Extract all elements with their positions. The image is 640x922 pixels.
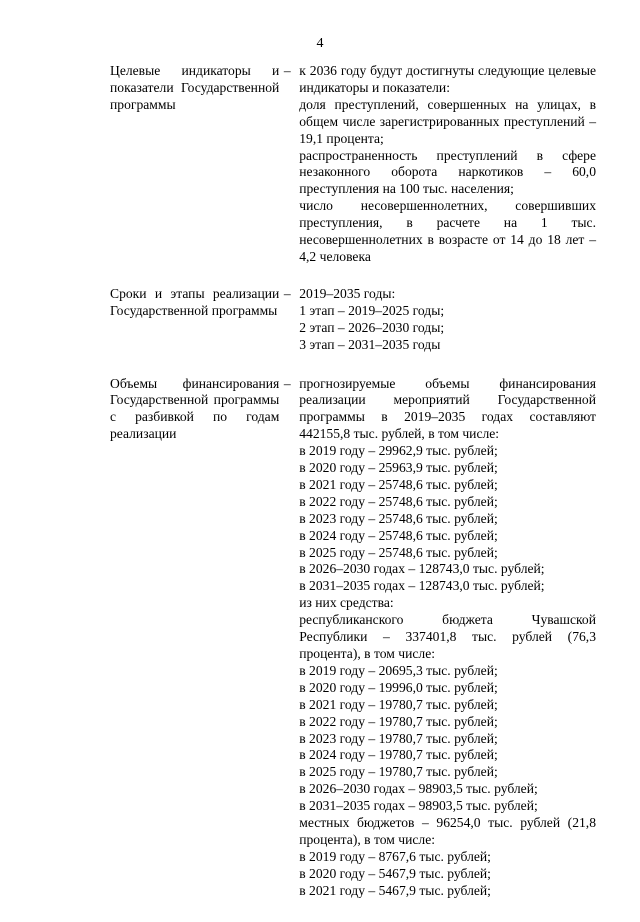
paragraph: в 2019 году – 8767,6 тыс. рублей;: [299, 848, 491, 864]
paragraph: в 2031–2035 годах – 128743,0 тыс. рублей;: [299, 578, 545, 594]
paragraph: к 2036 году будут достигнуты следующие целевые индикаторы и показатели:: [299, 63, 596, 95]
paragraph: число несовершеннолетних, совершивших преступления, в расчете на 1 тыс. несовершеннолетних в возрасте от 14 до 18 лет – 4,2 человека: [299, 198, 596, 264]
row-dash: –: [283, 375, 291, 391]
row-value: [299, 376, 596, 900]
paragraph: в 2021 году – 25748,6 тыс. рублей;: [299, 476, 498, 492]
paragraph: в 2019 году – 20695,3 тыс. рублей;: [299, 662, 498, 678]
paragraph: прогнозируемые объемы финансирования реализации мероприятий Государственной программы в 2019–2035 годах составляют 442155,8 тыс. рублей, в том числе:: [299, 375, 596, 442]
paragraph: 2019–2035 годы:: [299, 285, 396, 301]
paragraph: в 2023 году – 19780,7 тыс. рублей;: [299, 730, 498, 746]
row-label: Сроки и этапы реализации Государственной программы: [110, 285, 280, 318]
row-label: Целевые индикаторы и показатели Государственной программы: [110, 63, 280, 112]
program-passport: [110, 63, 596, 922]
row-value: [299, 286, 596, 354]
passport-row-indicators: [110, 63, 596, 266]
paragraph: в 2019 году – 29962,9 тыс. рублей;: [299, 443, 498, 459]
row-label: Объемы финансирования Государственной программы с разбивкой по годам реализации: [110, 375, 280, 442]
paragraph: в 2025 году – 19780,7 тыс. рублей;: [299, 764, 498, 780]
paragraph: в 2023 году – 25748,6 тыс. рублей;: [299, 510, 498, 526]
paragraph: в 2021 году – 19780,7 тыс. рублей;: [299, 696, 498, 712]
page-number: 4: [316, 36, 324, 51]
paragraph: в 2031–2035 годах – 98903,5 тыс. рублей;: [299, 798, 538, 814]
paragraph: 2 этап – 2026–2030 годы;: [299, 319, 445, 335]
paragraph: в 2020 году – 25963,9 тыс. рублей;: [299, 460, 498, 476]
row-dash: –: [283, 285, 291, 301]
paragraph: доля преступлений, совершенных на улицах, в общем числе зарегистрированных преступлений – 19,1 процента;: [299, 96, 596, 146]
passport-row-stages: [110, 286, 596, 354]
passport-row-funding: [110, 376, 596, 900]
paragraph: в 2022 году – 25748,6 тыс. рублей;: [299, 493, 498, 509]
paragraph: из них средства:: [299, 595, 394, 611]
paragraph: в 2020 году – 5467,9 тыс. рублей;: [299, 865, 491, 881]
paragraph: 1 этап – 2019–2025 годы;: [299, 302, 445, 318]
paragraph: в 2020 году – 19996,0 тыс. рублей;: [299, 679, 498, 695]
paragraph: 3 этап – 2031–2035 годы: [299, 336, 441, 352]
paragraph: в 2026–2030 годах – 128743,0 тыс. рублей;: [299, 561, 545, 577]
paragraph: в 2025 году – 25748,6 тыс. рублей;: [299, 544, 498, 560]
row-dash: –: [283, 63, 291, 78]
paragraph: в 2022 году – 19780,7 тыс. рублей;: [299, 713, 498, 729]
paragraph: распространенность преступлений в сфере незаконного оборота наркотиков – 60,0 преступления на 100 тыс. населения;: [299, 147, 596, 197]
paragraph: в 2026–2030 годах – 98903,5 тыс. рублей;: [299, 781, 538, 797]
paragraph: в 2024 году – 19780,7 тыс. рублей;: [299, 747, 498, 763]
paragraph: в 2024 году – 25748,6 тыс. рублей;: [299, 527, 498, 543]
paragraph: местных бюджетов – 96254,0 тыс. рублей (21,8 процента), в том числе:: [299, 815, 596, 847]
row-value: [299, 63, 596, 266]
paragraph: республиканского бюджета Чувашской Республики – 337401,8 тыс. рублей (76,3 процента), в том числе:: [299, 612, 596, 661]
paragraph: в 2021 году – 5467,9 тыс. рублей;: [299, 882, 491, 898]
